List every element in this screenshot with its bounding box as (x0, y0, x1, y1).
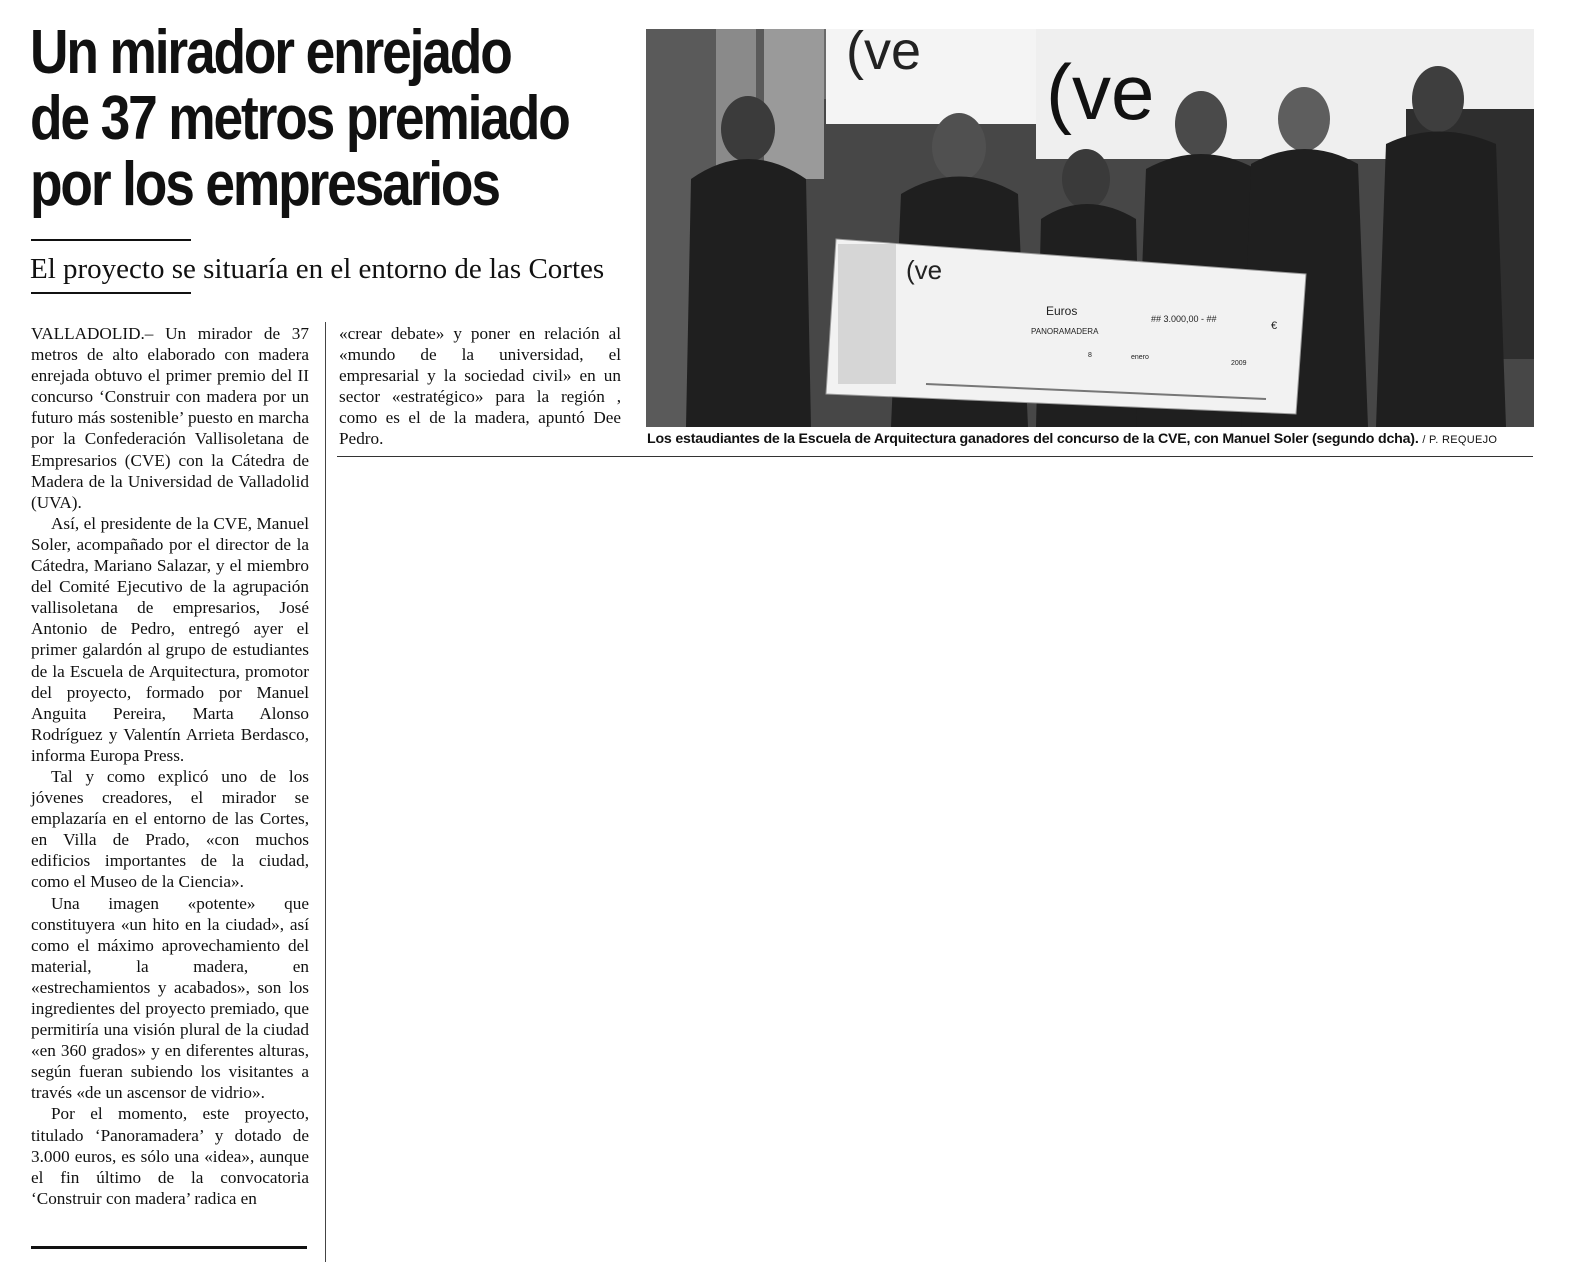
body-paragraph (31, 323, 309, 513)
caption-text: Los estaudiantes de la Escuela de Arquitectura ganadores del concurso de la CVE, con Manuel Soler (segundo dcha). (647, 431, 1419, 447)
paragraph-text: Un mirador de 37 metros de alto elaborado con madera enrejada obtuvo el primer premio del II concurso ‘Construir con madera por un futuro más sostenible’ puesto en marcha por la Confederación Vallisoletana de Empresarios (CVE) con la Cátedra de Madera de la Universidad de Valladolid (UVA). (31, 324, 309, 512)
backdrop-logo: (ve (846, 29, 922, 81)
column-end-rule (31, 1246, 307, 1249)
headline-line: Un mirador enrejado (30, 18, 511, 87)
body-column-2 (339, 323, 621, 450)
subhead-top-rule (31, 239, 191, 241)
body-column-1 (31, 323, 309, 1209)
dateline: VALLADOLID.– (31, 324, 154, 343)
cheque-payee: PANORAMADERA (1031, 327, 1099, 336)
body-paragraph: Así, el presidente de la CVE, Manuel Soler, acompañado por el director de la Cátedra, Mariano Salazar, y el miembro del Comité Ejecutivo de la agrupación vallisoletana de empresarios, José Antonio de Pedro, entregó ayer el primer galardón al grupo de estudiantes de la Escuela de Arquitectura, promotor del proyecto, formado por Manuel Anguita Pereira, Marta Alonso Rodríguez y Valentín Arrieta Berdasco, informa Europa Press. (31, 513, 309, 765)
cheque-euro-sign: € (1271, 320, 1278, 332)
body-paragraph: Tal y como explicó uno de los jóvenes creadores, el mirador se emplazaría en el entorno de las Cortes, en Villa de Prado, «con muchos edificios importantes de la ciudad, como el Museo de la Ciencia». (31, 766, 309, 892)
headline-line: de 37 metros premiado (30, 84, 569, 153)
subhead: El proyecto se situaría en el entorno de las Cortes (30, 253, 605, 285)
column-divider (325, 322, 326, 1262)
headline-line: por los empresarios (30, 150, 499, 219)
cheque-logo: (ve (906, 255, 943, 285)
photo-caption (647, 430, 1547, 449)
headline (30, 18, 569, 219)
cheque-currency-label: Euros (1046, 304, 1078, 318)
subhead-bottom-rule (31, 292, 191, 294)
cheque-year: 2009 (1231, 360, 1247, 367)
cheque-month: enero (1131, 354, 1149, 361)
backdrop-logo-large: (ve (1046, 48, 1155, 136)
body-paragraph: «crear debate» y poner en relación al «mundo de la universidad, el empresarial y la sociedad civil» en un sector «estratégico» para la región , como es el de la madera, apuntó Dee Pedro. (339, 324, 621, 449)
cheque-day: 8 (1088, 352, 1092, 359)
caption-bottom-rule (337, 456, 1533, 457)
news-photo (646, 29, 1534, 427)
cheque-amount: ## 3.000,00 - ## (1151, 314, 1217, 324)
photo-credit: / P. REQUEJO (1422, 434, 1498, 446)
body-paragraph: Una imagen «potente» que constituyera «un hito en la ciudad», así como el máximo aprovechamiento del material, la madera, en «estrechamientos y acabados», son los ingredientes del proyecto premiado, que permitiría una visión plural de la ciudad «en 360 grados» y en diferentes alturas, según fueran subiendo los visitantes a través «de un ascensor de vidrio». (31, 893, 309, 1103)
body-paragraph: Por el momento, este proyecto, titulado ‘Panoramadera’ y dotado de 3.000 euros, es sólo una «idea», aunque el fin último de la convocatoria ‘Construir con madera’ radica en (31, 1104, 309, 1208)
